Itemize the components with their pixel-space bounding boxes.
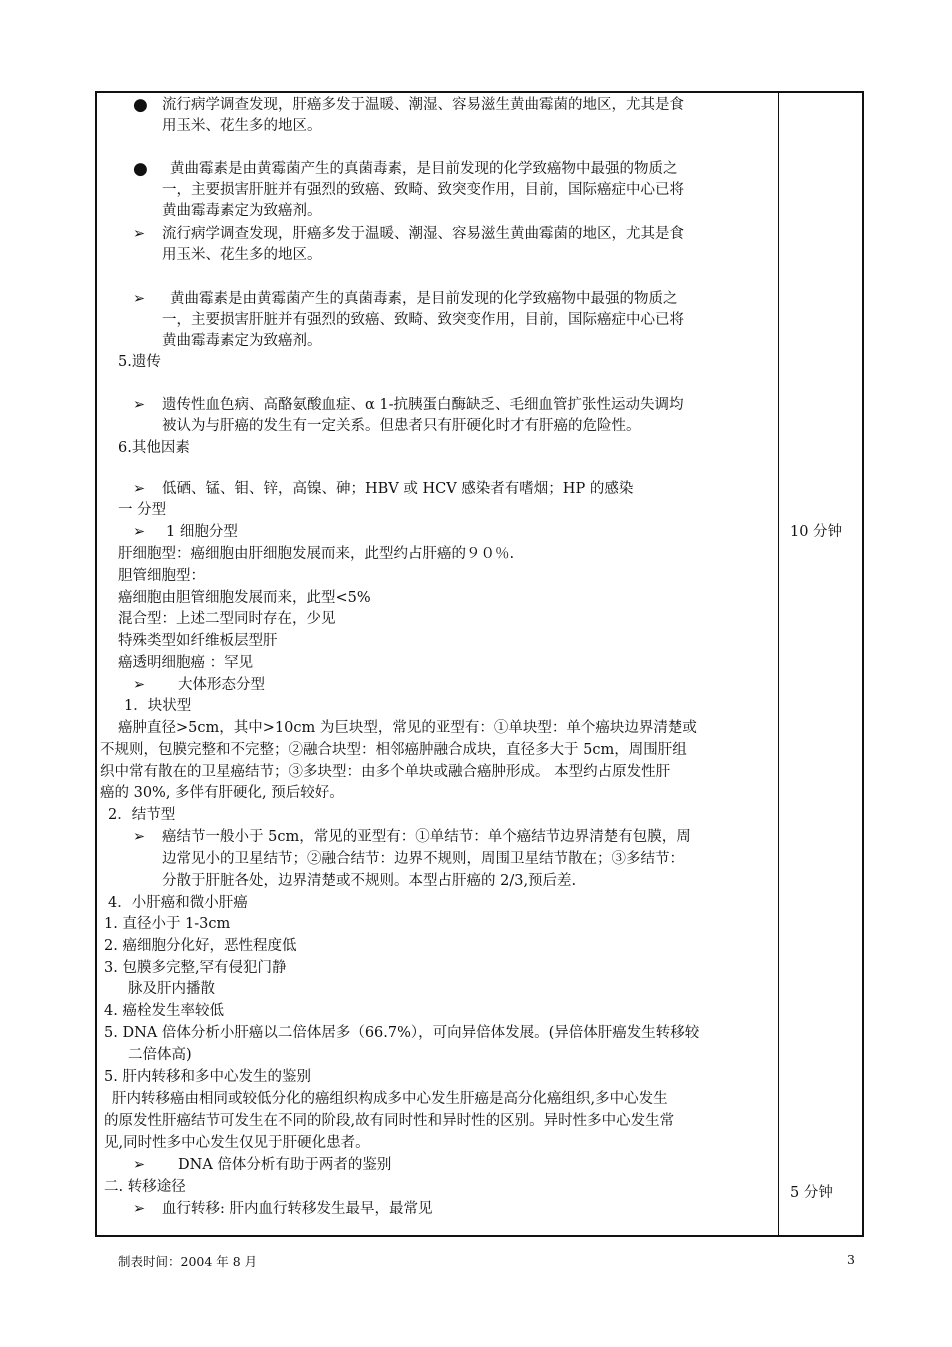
text-line: 胆管细胞型： — [118, 568, 205, 584]
text-line: 血行转移: 肝内血行转移发生最早，最常见 — [162, 1201, 433, 1217]
text-line: 黄曲霉毒素定为致癌剂。 — [162, 203, 322, 219]
bullet-dot-icon: ● — [133, 159, 148, 179]
text-line: 肝细胞型：癌细胞由肝细胞发展而来，此型约占肝癌的９０％. — [118, 546, 515, 562]
bullet-dot-icon: ● — [133, 95, 148, 115]
arrow-bullet-icon: ➢ — [133, 397, 146, 413]
text-line: 用玉米、花生多的地区。 — [162, 118, 322, 134]
arrow-bullet-icon: ➢ — [133, 1157, 146, 1173]
text-line: 大体形态分型 — [178, 677, 265, 693]
arrow-bullet-icon: ➢ — [133, 226, 146, 242]
arrow-bullet-icon: ➢ — [133, 481, 146, 497]
section-heading: 5.遗传 — [118, 354, 161, 370]
arrow-bullet-icon: ➢ — [133, 677, 146, 693]
text-line: 低硒、锰、钼、锌，高镍、砷；HBV 或 HCV 感染者有嗜烟；HP 的感染 — [162, 481, 634, 497]
text-line: 边常见小的卫星结节；②融合结节：边界不规则，周围卫星结节散在；③多结节： — [162, 851, 684, 867]
time-allocation: 5 分钟 — [790, 1185, 833, 1201]
text-line: DNA 倍体分析有助于两者的鉴别 — [178, 1157, 392, 1173]
text-line: 一，主要损害肝脏并有强烈的致癌、致畸、致突变作用，目前，国际癌症中心已将 — [162, 312, 684, 328]
section-heading: 1．块状型 — [124, 698, 192, 714]
text-line: 肝内转移癌由相同或较低分化的癌组织构成多中心发生肝癌是高分化癌组织,多中心发生 — [112, 1091, 668, 1107]
text-line: 黄曲霉素是由黄霉菌产生的真菌毒素，是目前发现的化学致癌物中最强的物质之 — [170, 161, 678, 177]
list-item: 1. 直径小于 1-3cm — [104, 916, 231, 932]
text-line: 织中常有散在的卫星癌结节；③多块型：由多个单块或融合癌肿形成。 本型约占原发性肝 — [100, 764, 671, 780]
text-line: 特殊类型如纤维板层型肝 — [118, 633, 278, 649]
time-column — [780, 93, 862, 1235]
section-heading: 2．结节型 — [108, 807, 176, 823]
column-divider — [778, 91, 779, 1237]
text-line: 用玉米、花生多的地区。 — [162, 247, 322, 263]
list-item: 二倍体高) — [128, 1047, 192, 1063]
text-line: 的原发性肝癌结节可发生在不同的阶段,故有同时性和异时性的区别。异时性多中心发生常 — [104, 1113, 675, 1129]
text-line: 一，主要损害肝脏并有强烈的致癌、致畸、致突变作用，目前，国际癌症中心已将 — [162, 182, 684, 198]
section-heading: 6.其他因素 — [118, 440, 190, 456]
text-line: 黄曲霉素是由黄霉菌产生的真菌毒素，是目前发现的化学致癌物中最强的物质之 — [170, 291, 678, 307]
arrow-bullet-icon: ➢ — [133, 291, 146, 307]
arrow-bullet-icon: ➢ — [133, 829, 146, 845]
list-item: 3. 包膜多完整,罕有侵犯门静 — [104, 960, 287, 976]
arrow-bullet-icon: ➢ — [133, 524, 146, 540]
text-line: 被认为与肝癌的发生有一定关系。但患者只有肝硬化时才有肝癌的危险性。 — [162, 418, 641, 434]
list-item: 脉及肝内播散 — [128, 981, 215, 997]
section-heading: 二. 转移途径 — [104, 1179, 186, 1195]
text-line: 流行病学调查发现，肝癌多发于温暖、潮湿、容易滋生黄曲霉菌的地区，尤其是食 — [162, 226, 684, 242]
text-line: 见,同时性多中心发生仅见于肝硬化患者。 — [104, 1135, 370, 1151]
text-line: 癌透明细胞癌 ：罕见 — [118, 655, 254, 671]
text-line: 癌的 30%, 多伴有肝硬化, 预后较好。 — [100, 785, 344, 801]
section-heading: 一 分型 — [118, 502, 167, 518]
list-item: 2. 癌细胞分化好，恶性程度低 — [104, 938, 297, 954]
footer-date: 制表时间：2004 年 8 月 — [118, 1254, 258, 1269]
list-item: 4. 癌栓发生率较低 — [104, 1003, 224, 1019]
text-line: 流行病学调查发现，肝癌多发于温暖、潮湿、容易滋生黄曲霉菌的地区，尤其是食 — [162, 97, 684, 113]
text-line: 不规则，包膜完整和不完整；②融合块型：相邻癌肿融合成块，直径多大于 5cm，周围肝组 — [100, 742, 687, 758]
text-line: 癌结节一般小于 5cm，常见的亚型有：①单结节：单个癌结节边界清楚有包膜，周 — [162, 829, 691, 845]
text-line: 黄曲霉毒素定为致癌剂。 — [162, 333, 322, 349]
arrow-bullet-icon: ➢ — [133, 1201, 146, 1217]
text-line: 癌细胞由胆管细胞发展而来，此型<5% — [118, 590, 371, 606]
list-item: 5. 肝内转移和多中心发生的鉴别 — [104, 1069, 311, 1085]
text-line: 混合型：上述二型同时存在，少见 — [118, 611, 336, 627]
list-item: 5. DNA 倍体分析小肝癌以二倍体居多（66.7%），可向异倍体发展。(异倍体肝癌发生转移较 — [104, 1025, 700, 1041]
text-line: 分散于肝脏各处，边界清楚或不规则。本型占肝癌的 2/3,预后差. — [162, 873, 577, 889]
section-heading: 4．小肝癌和微小肝癌 — [108, 895, 248, 911]
text-line: 遗传性血色病、高酪氨酸血症、α 1-抗胰蛋白酶缺乏、毛细血管扩张性运动失调均 — [162, 397, 684, 413]
time-allocation: 10 分钟 — [790, 524, 843, 540]
text-line: 癌肿直径>5cm，其中>10cm 为巨块型，常见的亚型有：①单块型：单个癌块边界清楚或 — [118, 720, 697, 736]
page-number: 3 — [847, 1252, 855, 1267]
text-line: 1 细胞分型 — [166, 524, 238, 540]
